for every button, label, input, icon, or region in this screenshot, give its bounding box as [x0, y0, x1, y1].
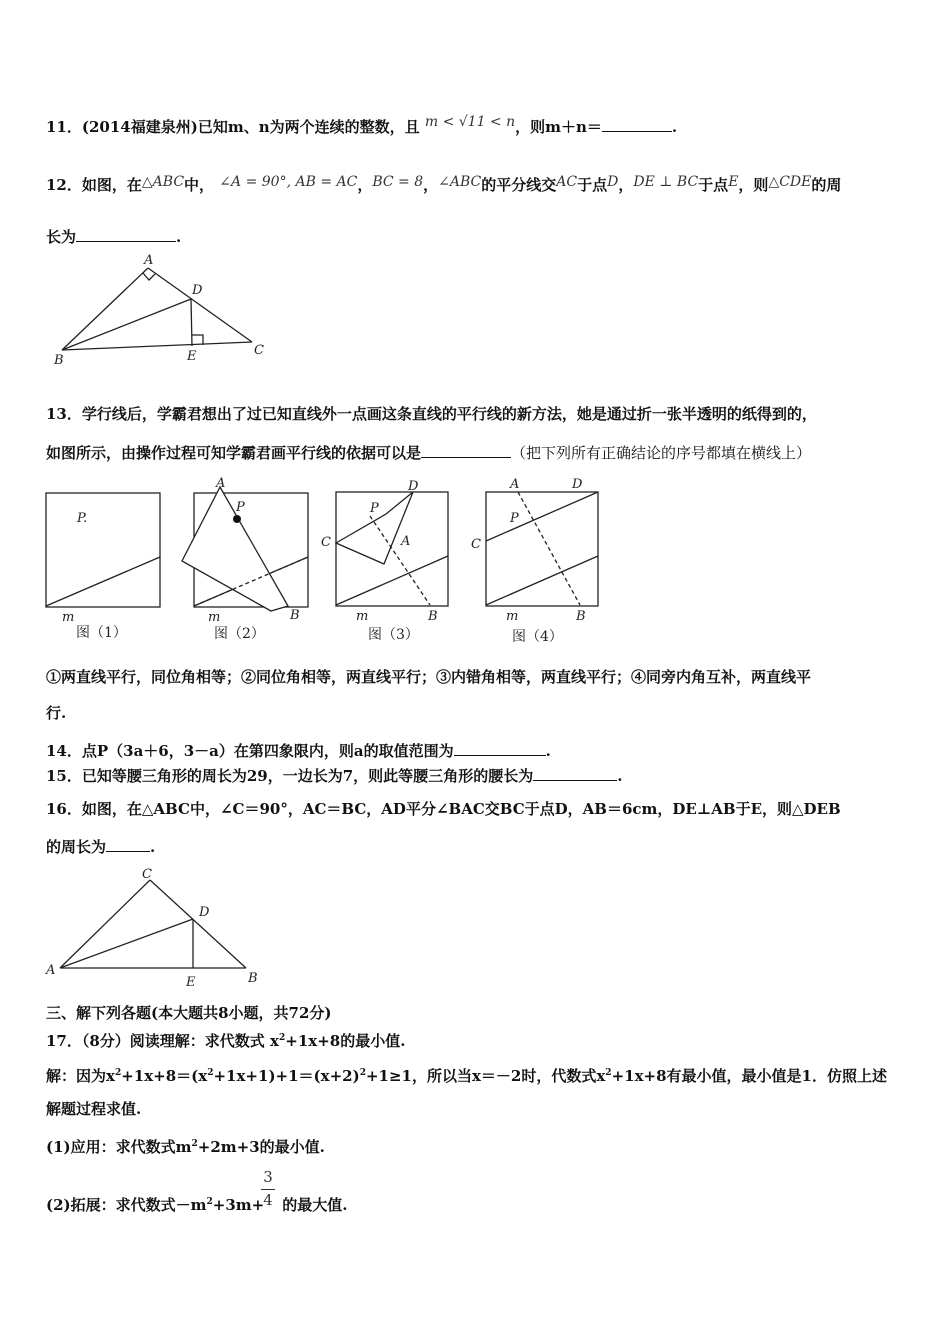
label-c: C	[471, 537, 481, 552]
label-c: C	[142, 867, 152, 882]
question-17-solution: 解：因为$x^2+1x+8=(x^2+1x+1)+1=(x+2)^2+1\ge 1$，所以当x＝－2时，代数式$x^2+1x+8$有最小值，最小值是1．仿照上述	[46, 1067, 887, 1085]
label-p: P.	[77, 511, 88, 526]
label-a: A	[401, 534, 411, 549]
label-e: E	[186, 975, 196, 990]
label-c: C	[321, 535, 331, 550]
q11-inequality: m < √11 < n	[424, 114, 516, 130]
label-p: P	[236, 500, 245, 515]
question-14: 14．点P（3a＋6，3－a）在第四象限内，则a的取值范围为 .	[46, 742, 551, 760]
q13-figure-2	[176, 475, 311, 650]
label-c: C	[254, 343, 264, 358]
side-ac	[148, 268, 252, 342]
q13-figure-3	[318, 478, 453, 650]
label-a: A	[144, 253, 154, 268]
answer-blank[interactable]	[533, 765, 617, 781]
question-17: 17．（8分）阅读理解：求代数式 $x^2+1x+8$的最小值.	[46, 1032, 406, 1050]
label-a: A	[510, 477, 520, 492]
label-b: B	[54, 353, 64, 368]
label-a: A	[216, 476, 226, 491]
folded-paper	[182, 487, 288, 611]
answer-blank[interactable]	[76, 226, 176, 242]
label-m: m	[62, 610, 75, 625]
question-11: 11．(2014福建泉州)已知m、n为两个连续的整数，且 m < √11 < n，则m＋n＝ .	[46, 114, 678, 136]
label-p: P	[510, 511, 519, 526]
q12-triangle-figure	[40, 250, 280, 375]
fraction-bar	[261, 1189, 275, 1190]
bisector-bd	[62, 299, 191, 350]
question-13-options-line2: 行.	[46, 704, 67, 722]
side-ac	[60, 880, 150, 968]
answer-blank[interactable]	[454, 740, 546, 756]
question-16-line2: 的周长为 .	[46, 838, 156, 856]
question-17-part1: (1)应用：求代数式$m^2+2m+3$的最小值.	[46, 1138, 325, 1156]
answer-blank[interactable]	[106, 836, 150, 852]
question-17-part2: (2)拓展：求代数式$-m^2+3m+$ 的最大值.	[46, 1196, 348, 1214]
side-cb	[150, 880, 246, 968]
answer-blank[interactable]	[421, 442, 511, 458]
side-bc	[62, 342, 252, 350]
caption: 图（4）	[512, 629, 563, 645]
right-angle-a	[143, 273, 155, 280]
caption: 图（3）	[368, 627, 419, 643]
label-m: m	[356, 609, 369, 624]
q13-figure-1	[40, 485, 175, 650]
label-e: E	[187, 349, 197, 364]
bisector-ad	[60, 919, 193, 968]
label-b: B	[576, 609, 586, 624]
caption: 图（1）	[76, 625, 127, 641]
label-d: D	[408, 479, 419, 494]
question-12-line2: 长为 .	[46, 228, 182, 246]
question-12: 12．如图，在△ABC中， ∠A = 90°, AB = AC，BC = 8，∠ABC的平分线交AC于点D，DE ⊥ BC于点E，则△CDE的周	[46, 174, 842, 194]
label-p: P	[370, 501, 379, 516]
question-16: 16．如图，在△ABC中，∠C＝90°，AC＝BC，AD平分∠BAC交BC于点D，AB＝6cm，DE⊥AB于E，则△DEB	[46, 800, 841, 818]
label-d: D	[199, 905, 210, 920]
q13-figure-4	[466, 478, 606, 650]
label-b: B	[248, 971, 258, 986]
fraction-numerator: 3	[263, 1168, 273, 1186]
point-p	[233, 515, 241, 523]
question-13: 13．学行线后，学霸君想出了过已知直线外一点画这条直线的平行线的新方法，她是通过折一张半透明的纸得到的，	[46, 405, 817, 423]
label-m: m	[506, 609, 519, 624]
perpendicular-de	[191, 299, 192, 346]
question-13-line2: 如图所示，由操作过程可知学霸君画平行线的依据可以是 （把下列所有正确结论的序号都填在横线上）	[46, 444, 812, 462]
question-13-options: ①两直线平行，同位角相等；②同位角相等，两直线平行；③内错角相等，两直线平行；④同旁内角互补，两直线平	[46, 668, 812, 686]
question-15: 15．已知等腰三角形的周长为29，一边长为7，则此等腰三角形的腰长为 .	[46, 767, 623, 785]
line-m	[46, 557, 160, 606]
label-d: D	[572, 477, 583, 492]
question-17-solution-line2: 解题过程求值.	[46, 1100, 142, 1118]
label-m: m	[208, 610, 221, 625]
side-ba	[62, 268, 148, 350]
fraction-denominator: 4	[263, 1191, 273, 1209]
section-3-title: 三、解下列各题(本大题共8小题，共72分)	[46, 1004, 332, 1022]
q16-triangle-figure	[40, 862, 270, 992]
label-d: D	[192, 283, 203, 298]
label-a: A	[46, 963, 56, 978]
label-b: B	[290, 608, 300, 623]
label-b: B	[428, 609, 438, 624]
caption: 图（2）	[214, 626, 265, 642]
answer-blank[interactable]	[602, 116, 672, 132]
